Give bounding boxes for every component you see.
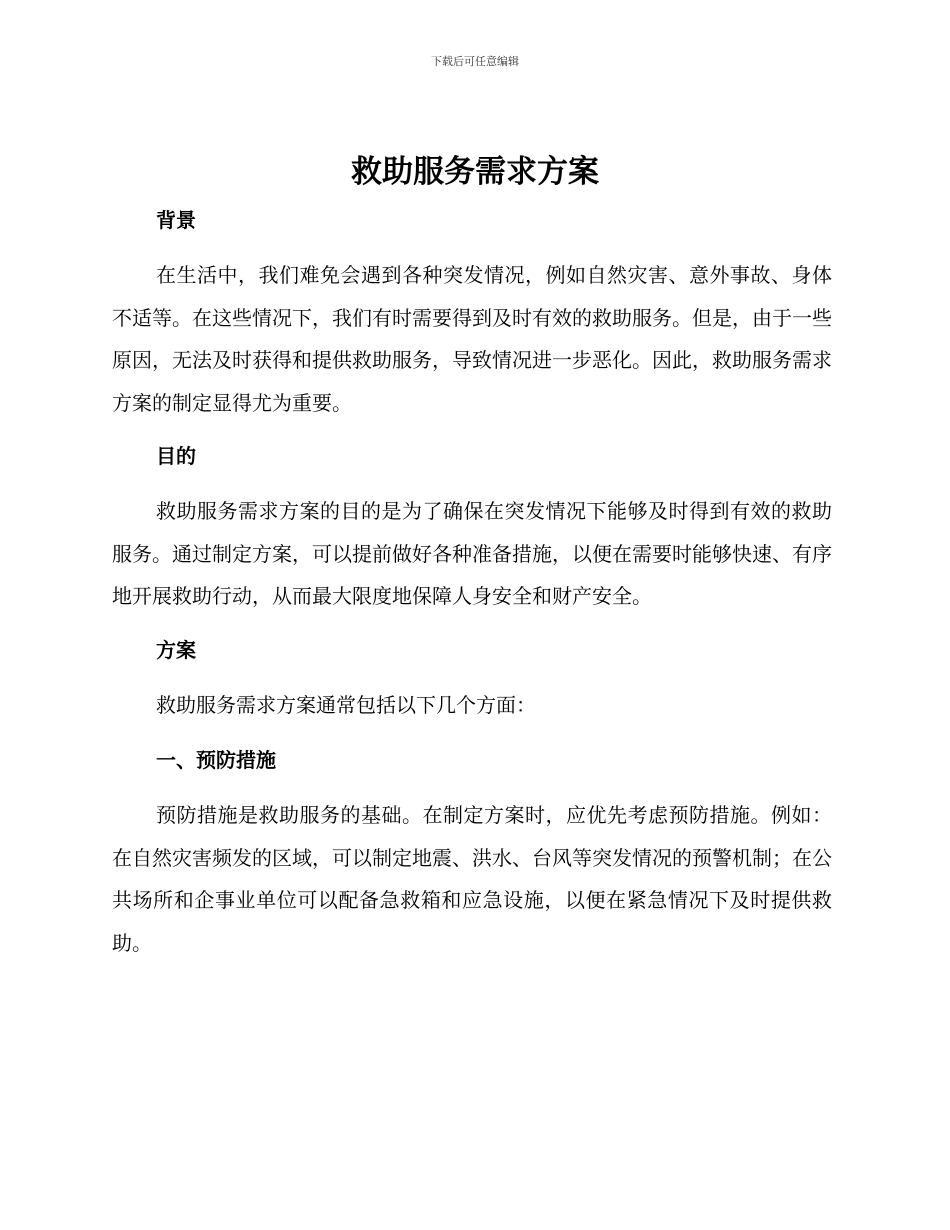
- section-paragraph-background: 在生活中，我们难免会遇到各种突发情况，例如自然灾害、意外事故、身体不适等。在这些情况下，我们有时需要得到及时有效的救助服务。但是，由于一些原因，无法及时获得和提供救助服务，导致情况进一步恶化。因此，救助服务需求方案的制定显得尤为重要。: [112, 263, 832, 415]
- section-paragraph-prevention: 预防措施是救助服务的基础。在制定方案时，应优先考虑预防措施。例如：在自然灾害频发的区域，可以制定地震、洪水、台风等突发情况的预警机制；在公共场所和企事业单位可以配备急救箱和应急设施，以便在紧急情况下及时提供救助。: [112, 803, 832, 955]
- section-paragraph-purpose: 救助服务需求方案的目的是为了确保在突发情况下能够及时得到有效的救助服务。通过制定方案，可以提前做好各种准备措施，以便在需要时能够快速、有序地开展救助行动，从而最大限度地保障人身安全和财产安全。: [112, 499, 832, 609]
- document-title: 救助服务需求方案: [351, 154, 599, 190]
- section-paragraph-plan: 救助服务需求方案通常包括以下几个方面：: [156, 693, 536, 717]
- section-heading-background: 背景: [156, 208, 196, 232]
- page-header: 下载后可任意编辑: [431, 55, 519, 68]
- section-heading-purpose: 目的: [156, 444, 196, 468]
- section-heading-plan: 方案: [156, 638, 196, 662]
- section-heading-prevention: 一、预防措施: [156, 748, 276, 772]
